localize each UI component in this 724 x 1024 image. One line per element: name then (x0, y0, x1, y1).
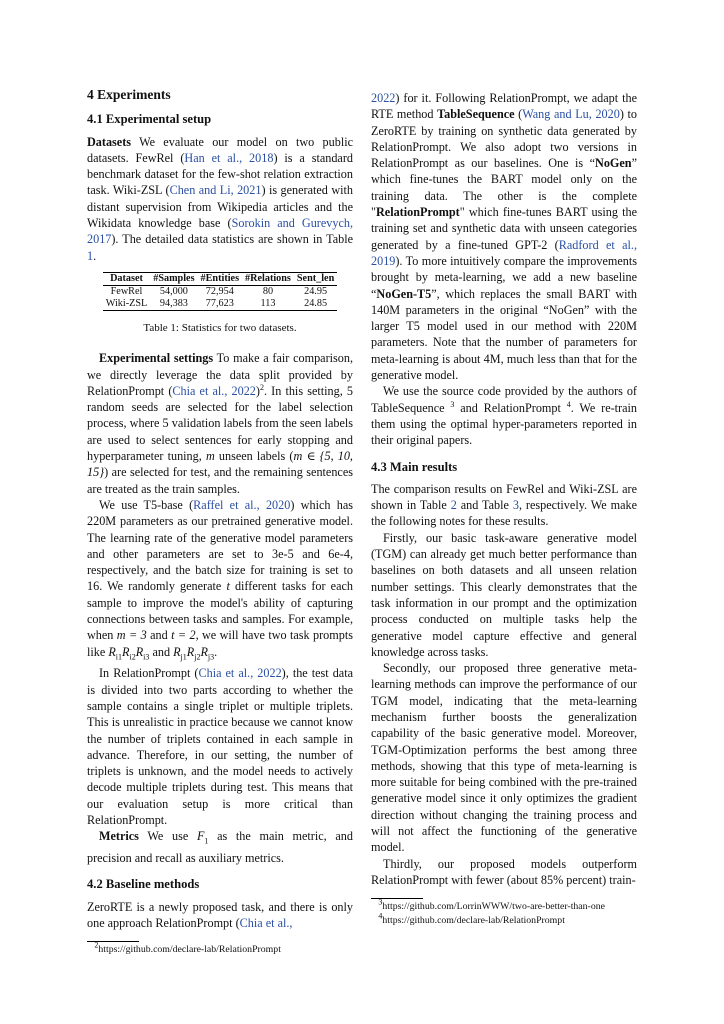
math-subscript: i1 (115, 652, 123, 662)
footnote-url: https://github.com/LorrinWWW/two-are-better-than-one (382, 901, 605, 913)
footnote-marker: 3 (450, 399, 455, 409)
metrics-paragraph (87, 828, 353, 866)
table-header-cell: Dataset (103, 272, 150, 285)
text-run: To make a fair comparison, we directly leverage the data split provided by RelationPrompt ( (87, 351, 354, 398)
citation-link[interactable]: 3 (512, 498, 519, 513)
citation-link[interactable]: Chia et al., 2022 (172, 383, 256, 398)
relationprompt-paragraph (87, 665, 353, 828)
right-column (371, 90, 637, 927)
thirdly-paragraph (371, 856, 637, 889)
table-cell: 94,383 (150, 298, 197, 311)
bold-text: Datasets (87, 134, 132, 149)
bold-text: RelationPrompt (375, 205, 460, 220)
text-run: ) (255, 383, 260, 398)
text-run: ) for it. Following RelationPrompt, we adapt the RTE method (371, 91, 637, 122)
citation-link[interactable]: Raffel et al., 2020 (193, 497, 291, 512)
stats-table-body (103, 285, 338, 310)
citation-link[interactable]: 2 (450, 498, 457, 513)
citation-link[interactable]: 2022 (371, 91, 396, 105)
table-row (103, 298, 338, 311)
table-cell: FewRel (110, 285, 143, 297)
text-run: . In this setting, 5 random seeds are selected for the label selection process, where 5 validation labels from the seen labels are used to select sentences for early stopping and hyperparameter tuning, (87, 383, 353, 464)
math-text: m ∈ {5, 10, 15} (87, 449, 353, 480)
text-run: " which fine-tunes BART using the training set and synthetic data with unseen categories generated by a fine-tuned GPT-2 ( (371, 205, 637, 252)
math-text: R (186, 644, 195, 659)
table-cell: 77,623 (198, 298, 243, 311)
text-run: Thirdly, our proposed models outperform RelationPrompt with fewer (about 85% percent) train- (371, 856, 637, 887)
math-text: R (108, 644, 116, 659)
bold-text: Metrics (99, 829, 139, 844)
text-run: ), the test data is divided into two parts according to whether the sample contains a single triplet or multiple triplets. This is unrealistic in practice because we cannot know the number of triplets contained in each sample in advance. Therefore, in our setting, the number of triplets is unknown, and the model needs to actively decode multiple triplets during test. This means that our evaluation setup is more critical than RelationPrompt. (87, 666, 354, 828)
text-run: ) is a standard benchmark dataset for the few-shot relation extraction task. Wiki-ZSL ( (87, 150, 353, 198)
math-text: t (226, 579, 230, 594)
secondly-paragraph (371, 660, 637, 856)
citation-link[interactable]: Chen and Li, 2021 (169, 183, 262, 198)
math-text: R (122, 644, 130, 659)
source-code-paragraph (371, 383, 637, 448)
table-header-cell: #Relations (242, 272, 294, 285)
stats-table (103, 272, 338, 311)
table-cell: 54,000 (159, 285, 188, 297)
table-cell: Wiki-ZSL (103, 298, 150, 311)
text-run: ”, which replaces the small BART with 140M parameters in the original “NoGen” with the larger T5 model used in our method with 220M parameters. Note that the number of parameters for meta-learning is about 4M, much less than that for the generative model. (371, 286, 637, 383)
text-run: and (146, 628, 172, 643)
text-run: ” which fine-tunes the BART model only on the training data. The other is the complete " (371, 156, 637, 220)
bold-text: NoGen (595, 156, 632, 171)
text-run: different tasks for each sample to improve the model's ability of capturing connections between tasks and samples. For example, when (87, 579, 353, 643)
math-subscript: i3 (143, 652, 150, 662)
math-subscript: j2 (194, 652, 201, 662)
math-subscript: 1 (204, 836, 209, 846)
footnote-marker: 4 (566, 399, 571, 409)
table-1-caption: Table 1: Statistics for two datasets. (143, 321, 297, 334)
settings-paragraph (87, 350, 353, 497)
t5-paragraph (87, 497, 353, 665)
bold-text: Experimental settings (99, 351, 214, 366)
text-run: as the main metric, and precision and recall as auxiliary metrics. (87, 829, 353, 866)
text-run: We use (138, 829, 197, 844)
citation-link[interactable]: 1 (87, 248, 94, 263)
math-text: m = 3 (116, 628, 147, 643)
footnote-marker: 2 (259, 382, 264, 392)
text-run: . (214, 644, 218, 659)
bold-text: NoGen-T5 (376, 286, 432, 301)
text-run: ZeroRTE is a newly proposed task, and there is only one approach RelationPrompt ( (87, 899, 353, 930)
stats-table-header-row (103, 272, 338, 285)
datasets-paragraph (87, 134, 353, 264)
text-run: and Table (456, 498, 513, 513)
table-header-cell: Sent_len (294, 272, 337, 285)
footnote-3: $^3$https://github.com/LorrinWWW/two-are-better-than-one (378, 897, 605, 913)
text-run: ) are selected for test, and the remaining sentences are treated as the train samples. (87, 465, 353, 496)
math-text: m (205, 449, 215, 464)
math-text: t = 2 (171, 628, 196, 643)
footnote-4: $^4$https://github.com/declare-lab/RelationPrompt (378, 911, 565, 927)
firstly-paragraph (371, 530, 637, 660)
comparison-paragraph (371, 481, 637, 530)
math-text: R (173, 644, 181, 659)
table-cell: 24.85 (294, 298, 337, 311)
text-run: Secondly, our proposed three generative meta-learning methods can improve the performance of our TGM model, indicating that the meta-learning mechanism further boosts the generalization capability of the basic generative model. Moreover, TGM-Optimization performs the best among three methods, showing that this type of meta-learning is more suitable for being combined with the pre-trained generative model since it only optimizes the gradient direction without changing the training process and will not affect the functioning of the generative model. (371, 661, 637, 855)
table-cell: 80 (262, 285, 274, 297)
citation-link[interactable]: Wang and Lu, 2020 (522, 107, 620, 122)
citation-link[interactable]: Radford et al., 2019 (371, 237, 637, 268)
text-run: and (149, 644, 174, 659)
text-run: , respectively. We make the following notes for these results. (371, 498, 637, 529)
math-text: F (196, 829, 205, 844)
text-run: unseen labels ( (214, 449, 294, 464)
left-column (87, 87, 353, 956)
text-run: We use the source code provided by the authors of TableSequence (371, 384, 637, 415)
baseline-continued-paragraph (371, 90, 637, 383)
text-run: . (93, 248, 97, 263)
table-cell: 72,954 (205, 285, 234, 297)
math-subscript: i2 (129, 652, 136, 662)
table-row (103, 285, 338, 298)
citation-link[interactable]: Chia et al., 2022 (198, 666, 282, 681)
right-footnotes (371, 897, 637, 927)
math-text: R (135, 644, 144, 659)
text-run: . We re-train them using the optimal hyper-parameters reported in their original papers. (371, 400, 637, 448)
table-cell: 113 (242, 298, 294, 311)
math-text: R (200, 644, 208, 659)
text-run: and RelationPrompt (454, 400, 567, 415)
table-cell: 24.95 (304, 285, 328, 297)
table-header-cell: #Entities (198, 272, 243, 285)
citation-link[interactable]: Sorokin and Gurevych, 2017 (87, 216, 354, 247)
text-run: Firstly, our basic task-aware generative model (TGM) can already get much better performance than baselines on both datasets and all unseen relation number settings. This clearly demonstrates that the task information in our prompt and the optimization process conducted on multiple tasks help the generative model capture effective and general knowledge across tasks. (371, 530, 637, 659)
text-run: We evaluate our model on two public datasets. FewRel ( (87, 134, 353, 165)
footnote-url: https://github.com/declare-lab/RelationPrompt (382, 915, 565, 927)
citation-link[interactable]: Chia et al., (239, 915, 293, 930)
text-run: In RelationPrompt ( (99, 666, 199, 681)
text-run: ). The detailed data statistics are shown in Table (111, 232, 353, 247)
text-run: ( (514, 107, 523, 122)
math-subscript: j1 (180, 652, 187, 662)
footnote-2-url: https://github.com/declare-lab/RelationPrompt (98, 944, 281, 956)
text-run: The comparison results on FewRel and Wiki-ZSL are shown in Table (371, 481, 637, 513)
text-run: We use T5-base ( (99, 497, 194, 512)
text-run: ). To more intuitively compare the improvements brought by meta-learning, we add a new baseline “ (371, 253, 637, 301)
citation-link[interactable]: Han et al., 2018 (184, 150, 274, 165)
section-4-2-heading: 4.2 Baseline methods (87, 877, 200, 892)
text-run: , we will have two task prompts like (87, 628, 353, 659)
text-run: ) which has 220M parameters as our pretrained generative model. The learning rate of the generative model parameters and other parameters are set to 3e-5 and 6e-4, respectively, and the batch size for training is set to 16. We randomly generate (87, 497, 353, 594)
section-4-heading: 4 Experiments (87, 87, 171, 102)
section-4-1-heading: 4.1 Experimental setup (87, 112, 212, 127)
text-run: ) is generated with distant supervision from Wikipedia articles and the Wikidata knowledge base ( (87, 183, 354, 231)
bold-text: TableSequence (437, 107, 515, 122)
baseline-paragraph (87, 899, 353, 932)
math-subscript: j3 (207, 652, 215, 662)
table-header-cell: #Samples (150, 272, 197, 285)
section-4-3-heading: 4.3 Main results (371, 459, 458, 474)
footnote-2: $^2$https://github.com/declare-lab/RelationPrompt (94, 940, 281, 956)
text-run: ) to ZeroRTE by training on synthetic data generated by RelationPrompt. We also adopt two versions in RelationPrompt as our baselines. One is “ (371, 107, 637, 171)
